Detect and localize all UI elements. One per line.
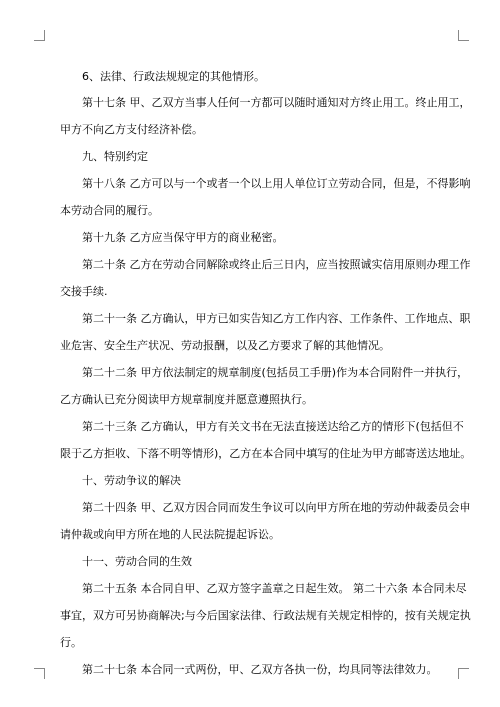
paragraph-line: 交接手续. bbox=[60, 285, 108, 298]
section-heading: 十一、劳动合同的生效 bbox=[82, 555, 192, 568]
paragraph-line: 第二十七条 本合同一式两份，甲、乙双方各执一份，均具同等法律效力。 bbox=[82, 663, 438, 676]
paragraph-line: 第二十三条 乙方确认，甲方有关文书在无法直接送达给乙方的情形下(包括但不 bbox=[82, 420, 464, 433]
paragraph-line: 行。 bbox=[60, 636, 82, 649]
crop-mark-top-left bbox=[34, 30, 45, 41]
crop-mark-bottom-right bbox=[458, 668, 469, 679]
paragraph-line: 第二十一条 乙方确认，甲方已如实告知乙方工作内容、工作条件、工作地点、职 bbox=[82, 312, 471, 325]
paragraph-line: 第二十五条 本合同自甲、乙双方签字盖章之日起生效。 第二十六条 本合同未尽 bbox=[82, 582, 467, 595]
paragraph-line: 第二十四条 甲、乙双方因合同而发生争议可以向甲方所在地的劳动仲裁委员会申 bbox=[82, 501, 471, 514]
section-heading: 九、特别约定 bbox=[82, 150, 148, 163]
crop-mark-bottom-left bbox=[34, 668, 45, 679]
paragraph-line: 甲方不向乙方支付经济补偿。 bbox=[60, 123, 203, 136]
paragraph-line: 业危害、安全生产状况、劳动报酬，以及乙方要求了解的其他情况。 bbox=[60, 339, 390, 352]
paragraph-line: 乙方确认已充分阅读甲方规章制度并愿意遵照执行。 bbox=[60, 393, 313, 406]
paragraph-line: 限于乙方拒收、下落不明等情形)，乙方在本合同中填写的住址为甲方邮寄送达地址。 bbox=[60, 447, 472, 460]
paragraph-line: 6、法律、行政法规规定的其他情形。 bbox=[82, 70, 265, 83]
paragraph-line: 第二十条 乙方在劳动合同解除或终止后三日内，应当按照诚实信用原则办理工作 bbox=[82, 258, 471, 271]
paragraph-line: 第十九条 乙方应当保守甲方的商业秘密。 bbox=[82, 231, 284, 244]
paragraph-line: 第二十二条 甲方依法制定的规章制度(包括员工手册)作为本合同附件一并执行， bbox=[82, 366, 469, 379]
paragraph-line: 第十八条 乙方可以与一个或者一个以上用人单位订立劳动合同，但是，不得影响 bbox=[82, 177, 471, 190]
section-heading: 十、劳动争议的解决 bbox=[82, 474, 181, 487]
crop-mark-top-right bbox=[458, 30, 469, 41]
paragraph-line: 请仲裁或向甲方所在地的人民法院提起诉讼。 bbox=[60, 528, 280, 541]
paragraph-line: 事宜，双方可另协商解决;与今后国家法律、行政法规有关规定相悖的，按有关规定执 bbox=[60, 609, 471, 622]
paragraph-line: 第十七条 甲、乙双方当事人任何一方都可以随时通知对方终止用工。终止用工， bbox=[82, 96, 471, 109]
paragraph-line: 本劳动合同的履行。 bbox=[60, 204, 159, 217]
